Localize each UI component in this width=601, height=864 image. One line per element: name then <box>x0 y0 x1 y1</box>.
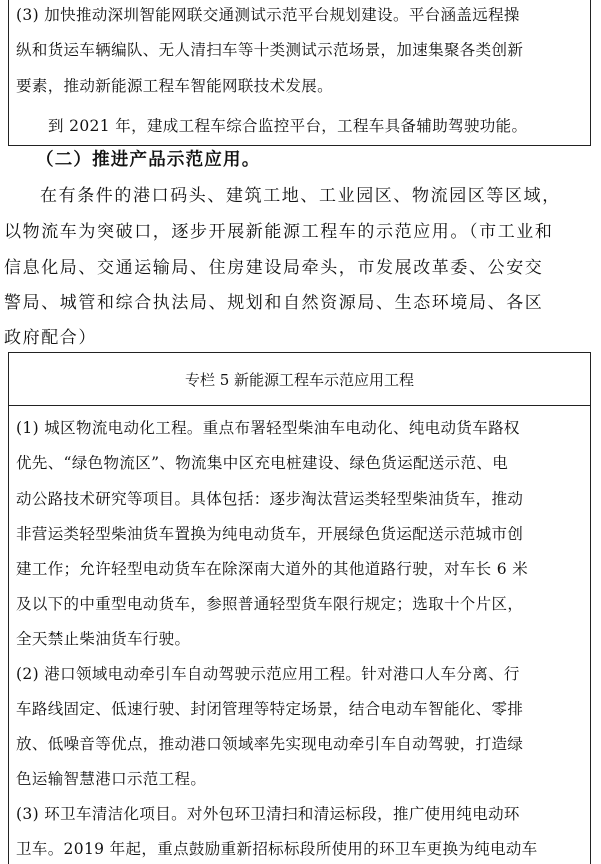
item3-line-1: (3) 环卫车清洁化项目。对外包环卫清扫和清运标段，推广使用纯电动环 <box>16 805 520 823</box>
section-paragraph-line-1: 在有条件的港口码头、建筑工地、工业园区、物流园区等区域， <box>40 186 561 206</box>
column-box-title: 专栏 5 新能源工程车示范应用工程 <box>184 370 415 389</box>
section-paragraph-line-3: 信息化局、交通运输局、住房建设局牵头，市发展改革委、公安交 <box>4 258 544 278</box>
item1-line-1: (1) 城区物流电动化工程。重点布署轻型柴油车电动化、纯电动货车路权 <box>16 419 520 437</box>
item1-line-3: 动公路技术研究等项目。具体包括：逐步淘汰营运类轻型柴油货车，推动 <box>16 490 524 508</box>
item2-line-3: 放、低噪音等优点，推动港口领域率先实现电动牵引车自动驾驶，打造绿 <box>16 735 524 753</box>
section-paragraph-line-2: 以物流车为突破口，逐步开展新能源工程车的示范应用。（市工业和 <box>4 222 554 242</box>
top-box-line-2: 纵和货运车辆编队、无人清扫车等十类测试示范场景，加速集聚各类创新 <box>16 41 524 59</box>
top-box-line-1: (3) 加快推动深圳智能网联交通测试示范平台规划建设。平台涵盖远程操 <box>16 6 520 24</box>
item1-line-6: 及以下的中重型电动货车，参照普通轻型货车限行规定；选取十个片区， <box>16 595 524 613</box>
section-paragraph-line-5: 政府配合） <box>4 328 97 348</box>
item2-line-2: 车路线固定、低速行驶、封闭管理等特定场景，结合电动车智能化、零排 <box>16 700 524 718</box>
item2-line-4: 色运输智慧港口示范工程。 <box>16 770 207 788</box>
item1-line-4: 非营运类轻型柴油货车置换为纯电动货车，开展绿色货运配送示范城市创 <box>16 525 524 543</box>
item1-line-7: 全天禁止柴油货车行驶。 <box>16 630 191 648</box>
item2-line-1: (2) 港口领域电动牵引车自动驾驶示范应用工程。针对港口人车分离、行 <box>16 665 520 683</box>
top-box-line-3: 要素，推动新能源工程车智能网联技术发展。 <box>16 77 334 95</box>
top-box-line-4: 到 2021 年，建成工程车综合监控平台，工程车具备辅助驾驶功能。 <box>48 117 528 135</box>
section-heading: （二）推进产品示范应用。 <box>36 150 261 170</box>
item1-line-5: 建工作；允许轻型电动货车在除深南大道外的其他道路行驶，对车长 6 米 <box>16 560 529 578</box>
column-box-title-row <box>9 353 590 406</box>
item1-line-2: 优先、“绿色物流区”、物流集中区充电桩建设、绿色货运配送示范、电 <box>16 454 509 472</box>
section-paragraph-line-4: 警局、城管和综合执法局、规划和自然资源局、生态环境局、各区 <box>4 293 544 313</box>
item3-line-2: 卫车。2019 年起，重点鼓励重新招标标段所使用的环卫车更换为纯电动车 <box>16 840 538 858</box>
